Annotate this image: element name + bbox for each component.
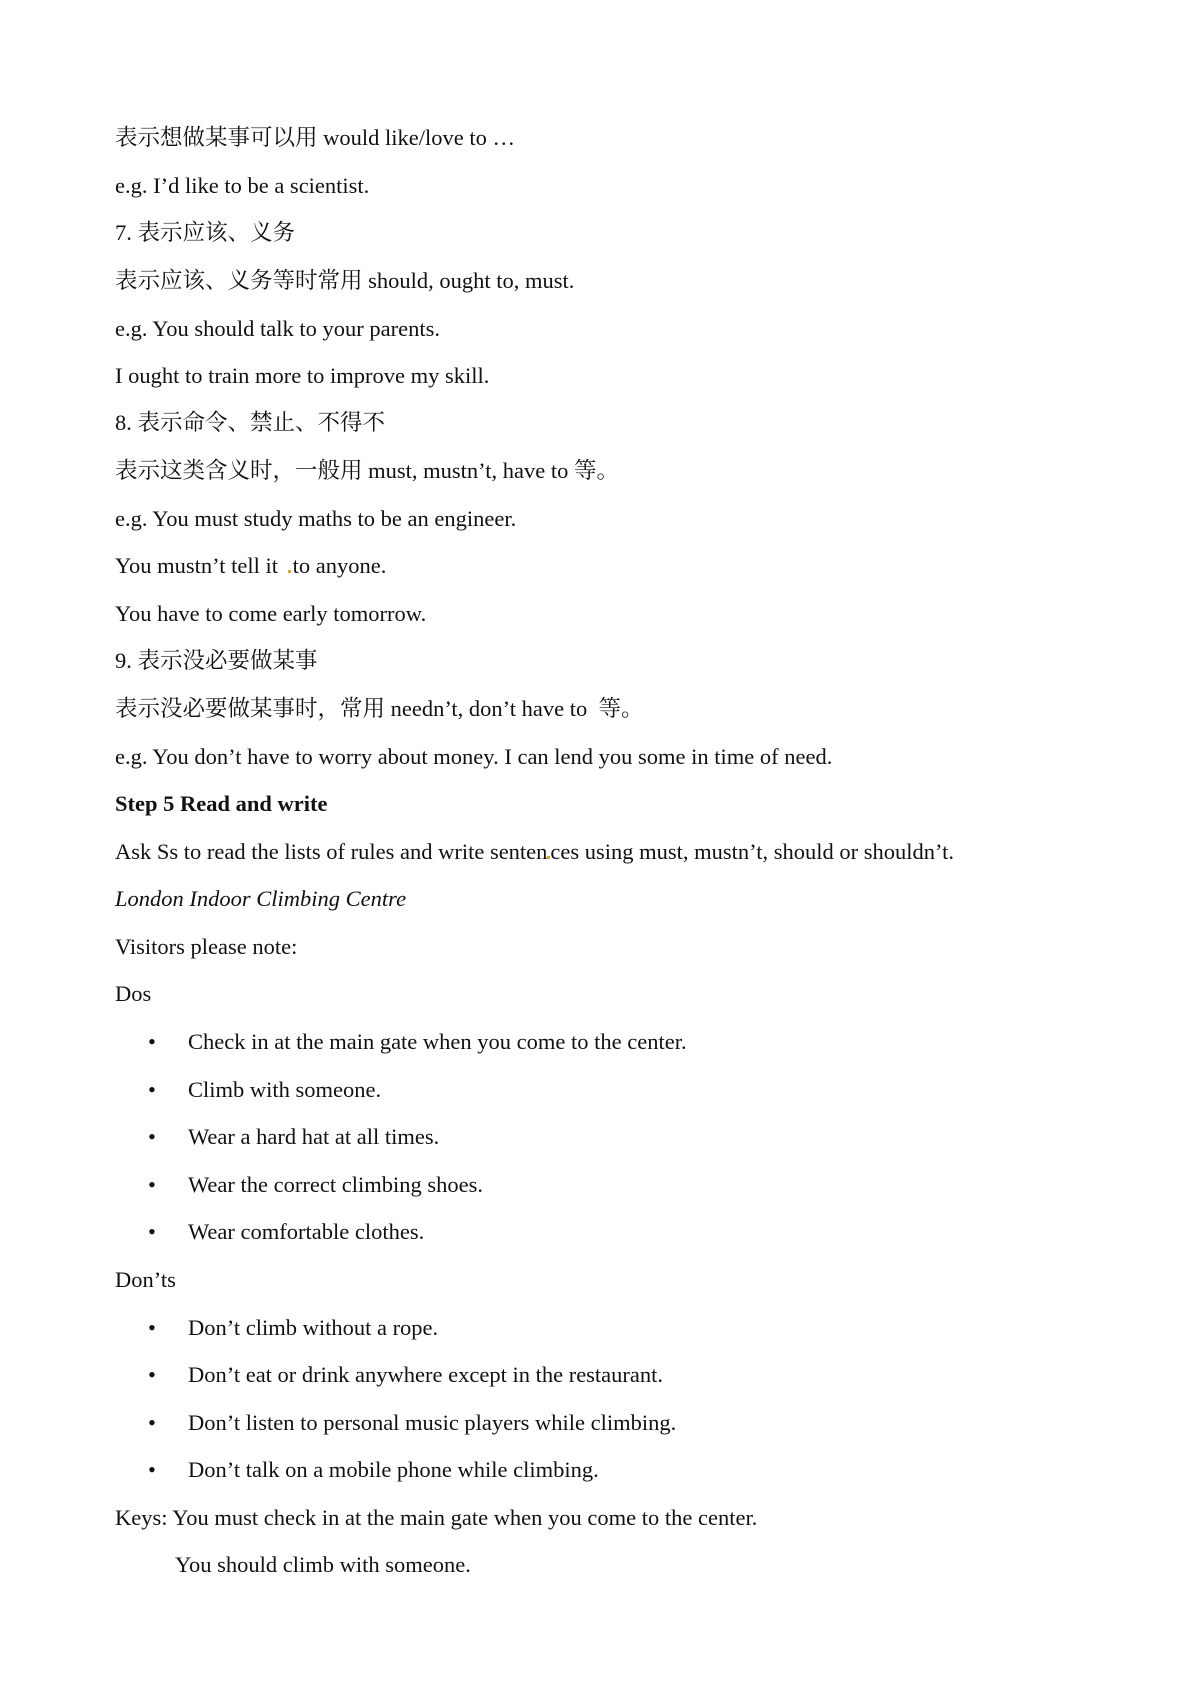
- list-item: Climb with someone.: [188, 1077, 382, 1102]
- text-fragment: ces using must, mustn’t, should or shouldn’t.: [550, 839, 954, 864]
- bullet-symbol: •: [148, 1077, 156, 1102]
- bullet-symbol: •: [148, 1124, 156, 1149]
- text-line-must: 表示这类含义时，一般用 must, mustn’t, have to 等。: [115, 458, 619, 483]
- list-item: Check in at the main gate when you come to the center.: [188, 1029, 687, 1054]
- list-item: Don’t talk on a mobile phone while climbing.: [188, 1457, 599, 1482]
- text-line-example-scientist: e.g. I’d like to be a scientist.: [115, 173, 370, 198]
- list-item: Don’t listen to personal music players while climbing.: [188, 1410, 677, 1435]
- list-item: Don’t climb without a rope.: [188, 1315, 439, 1340]
- bullet-symbol: •: [148, 1219, 156, 1244]
- text-line-mustnt-tell: [115, 551, 386, 581]
- text-line-have-to: You have to come early tomorrow.: [115, 601, 427, 626]
- bullet-symbol: •: [148, 1457, 156, 1482]
- dos-heading: Dos: [115, 981, 152, 1006]
- visitors-note: Visitors please note:: [115, 934, 298, 959]
- text-line-neednt: 表示没必要做某事时，常用 needn’t, don’t have to 等。: [115, 696, 644, 721]
- donts-heading: Don’ts: [115, 1267, 176, 1292]
- list-item: Don’t eat or drink anywhere except in the restaurant.: [188, 1362, 664, 1387]
- list-item: Wear a hard hat at all times.: [188, 1124, 440, 1149]
- text-line-would-like: 表示想做某事可以用 would like/love to …: [115, 125, 515, 150]
- text-line-ought-to: I ought to train more to improve my skill.: [115, 363, 490, 388]
- heading-8: 8. 表示命令、禁止、不得不: [115, 410, 386, 435]
- text-fragment: You mustn’t tell it: [115, 553, 284, 578]
- text-line-should: 表示应该、义务等时常用 should, ought to, must.: [115, 268, 575, 293]
- bullet-symbol: •: [148, 1315, 156, 1340]
- bullet-symbol: •: [148, 1172, 156, 1197]
- text-fragment: to anyone.: [292, 553, 387, 578]
- bullet-symbol: •: [148, 1410, 156, 1435]
- heading-9: 9. 表示没必要做某事: [115, 648, 318, 673]
- text-line-example-money: e.g. You don’t have to worry about money. I can lend you some in time of need.: [115, 744, 833, 769]
- bullet-symbol: •: [148, 1029, 156, 1054]
- text-line-example-engineer: e.g. You must study maths to be an engineer.: [115, 506, 517, 531]
- comment-marker: [288, 570, 291, 573]
- centre-title: London Indoor Climbing Centre: [115, 886, 407, 911]
- keys-line-2: You should climb with someone.: [175, 1552, 471, 1577]
- keys-line-1: Keys: You must check in at the main gate when you come to the center.: [115, 1505, 758, 1530]
- bullet-symbol: •: [148, 1362, 156, 1387]
- text-fragment: Ask Ss to read the lists of rules and write senten: [115, 839, 548, 864]
- text-line-example-parents: e.g. You should talk to your parents.: [115, 316, 440, 341]
- step5-heading: Step 5 Read and write: [115, 791, 328, 816]
- list-item: Wear the correct climbing shoes.: [188, 1172, 483, 1197]
- list-item: Wear comfortable clothes.: [188, 1219, 425, 1244]
- heading-7: 7. 表示应该、义务: [115, 220, 296, 245]
- instruction-line: [115, 837, 954, 867]
